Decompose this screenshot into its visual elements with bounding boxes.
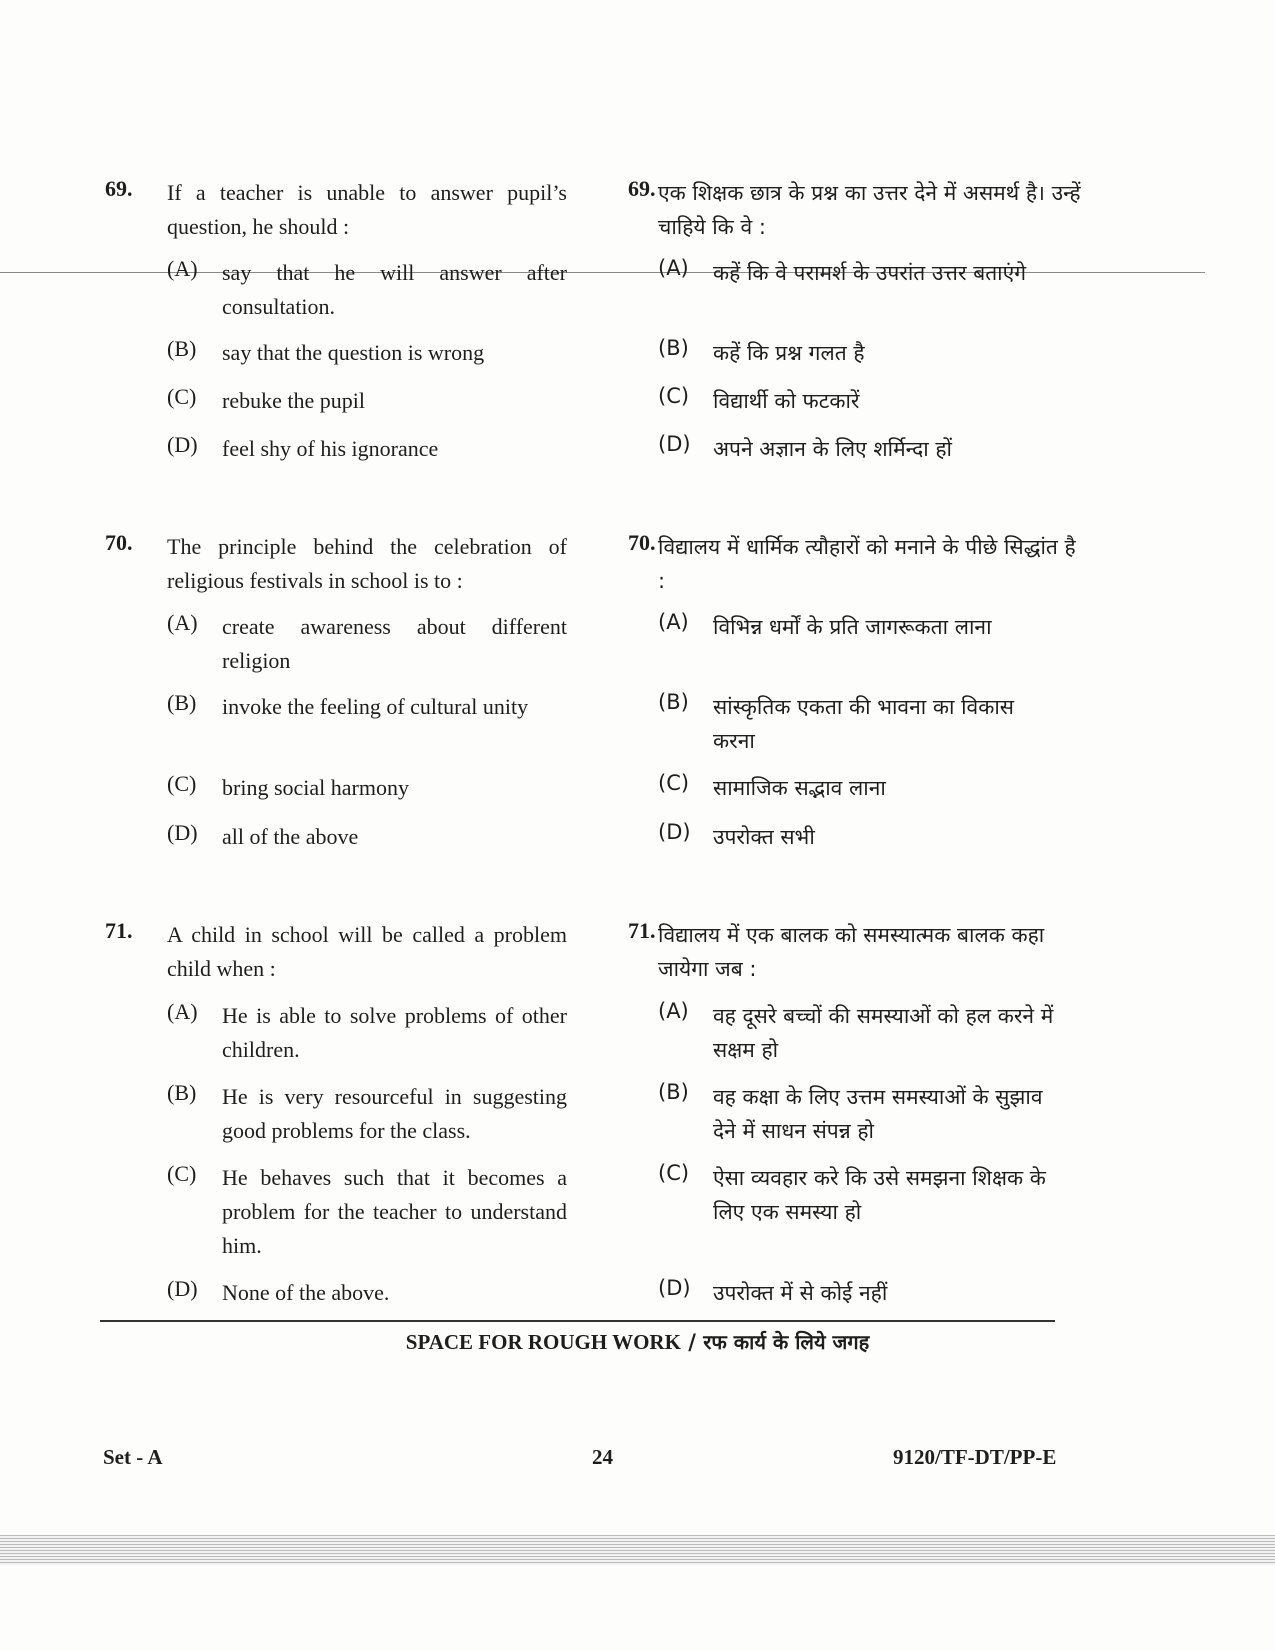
option-label: (D) — [167, 432, 198, 457]
question-number: 69. — [105, 176, 133, 201]
option-label: (D) — [658, 432, 691, 456]
question-text: The principle behind the celebration of religious festivals in school is to : — [167, 534, 567, 593]
option-text: विभिन्न धर्मों के प्रति जागरूकता लाना — [713, 615, 992, 639]
question-number: 70. — [628, 530, 656, 555]
option-label: (A) — [167, 999, 198, 1024]
option-text: सांस्कृतिक एकता की भावना का विकास करना — [713, 695, 1014, 753]
option-label: (D) — [167, 820, 198, 845]
option-text: He is able to solve problems of other children. — [222, 1003, 567, 1062]
option-label: (A) — [658, 999, 689, 1023]
footer-paper-code: 9120/TF-DT/PP-E — [893, 1445, 1057, 1469]
option-text: invoke the feeling of cultural unity — [222, 694, 529, 719]
option-text: कहें कि वे परामर्श के उपरांत उत्तर बताएंगे — [713, 261, 1027, 285]
option-text: feel shy of his ignorance — [222, 436, 439, 461]
rough-work-divider — [100, 1320, 1055, 1322]
option-label: (C) — [167, 771, 197, 796]
question-text: विद्यालय में धार्मिक त्यौहारों को मनाने के पीछे सिद्धांत है : — [658, 535, 1076, 593]
question-number: 71. — [105, 918, 133, 943]
question-text: विद्यालय में एक बालक को समस्यात्मक बालक कहा जायेगा जब : — [658, 923, 1045, 981]
option-text: None of the above. — [222, 1280, 390, 1305]
option-text: say that he will answer after consultation. — [222, 260, 567, 319]
option-label: (C) — [167, 384, 197, 409]
option-label: (D) — [658, 1276, 691, 1300]
footer-set: Set - A — [103, 1445, 163, 1469]
option-label: (A) — [658, 610, 689, 634]
option-text: वह दूसरे बच्चों की समस्याओं को हल करने में सक्षम हो — [713, 1004, 1054, 1062]
option-text: rebuke the pupil — [222, 388, 365, 413]
question-text: If a teacher is unable to answer pupil’s question, he should : — [167, 180, 567, 239]
option-text: उपरोक्त सभी — [713, 825, 815, 849]
option-label: (B) — [167, 1080, 197, 1105]
scan-edge-band — [0, 1535, 1275, 1565]
option-text: create awareness about different religion — [222, 614, 567, 673]
rough-work-separator: / — [680, 1329, 704, 1354]
footer-page-number: 24 — [592, 1445, 613, 1469]
question-text: A child in school will be called a problem child when : — [167, 922, 567, 981]
option-label: (C) — [658, 771, 690, 795]
option-label: (B) — [167, 336, 197, 361]
option-label: (A) — [167, 256, 198, 281]
option-text: bring social harmony — [222, 775, 409, 800]
option-label: (C) — [658, 1161, 690, 1185]
option-label: (B) — [658, 1080, 689, 1104]
option-label: (C) — [167, 1161, 197, 1186]
option-label: (D) — [658, 820, 691, 844]
option-text: कहें कि प्रश्न गलत है — [713, 341, 865, 365]
option-text: He is very resourceful in suggesting good problems for the class. — [222, 1084, 567, 1143]
rough-work-english: SPACE FOR ROUGH WORK — [405, 1330, 681, 1354]
option-label: (A) — [658, 256, 689, 280]
question-number: 70. — [105, 530, 133, 555]
option-text: उपरोक्त में से कोई नहीं — [713, 1281, 888, 1305]
option-text: अपने अज्ञान के लिए शर्मिन्दा हों — [713, 437, 952, 461]
option-text: ऐसा व्यवहार करे कि उसे समझना शिक्षक के लिए एक समस्या हो — [713, 1166, 1046, 1224]
option-label: (D) — [167, 1276, 198, 1301]
question-number: 71. — [628, 918, 656, 943]
option-label: (B) — [167, 690, 197, 715]
option-label: (C) — [658, 384, 690, 408]
question-number: 69. — [628, 176, 656, 201]
option-label: (A) — [167, 610, 198, 635]
option-text: विद्यार्थी को फटकारें — [713, 389, 860, 413]
option-text: सामाजिक सद्भाव लाना — [713, 776, 886, 800]
rough-work-heading — [0, 1328, 1275, 1355]
option-text: all of the above — [222, 824, 359, 849]
option-text: वह कक्षा के लिए उत्तम समस्याओं के सुझाव देने में साधन संपन्न हो — [713, 1085, 1043, 1143]
rough-work-hindi: रफ कार्य के लिये जगह — [703, 1330, 870, 1354]
option-label: (B) — [658, 336, 689, 360]
question-text: एक शिक्षक छात्र के प्रश्न का उत्तर देने में असमर्थ है। उन्हें चाहिये कि वे : — [658, 181, 1081, 239]
option-text: He behaves such that it becomes a problem for the teacher to understand him. — [222, 1165, 567, 1258]
option-label: (B) — [658, 690, 689, 714]
option-text: say that the question is wrong — [222, 340, 485, 365]
